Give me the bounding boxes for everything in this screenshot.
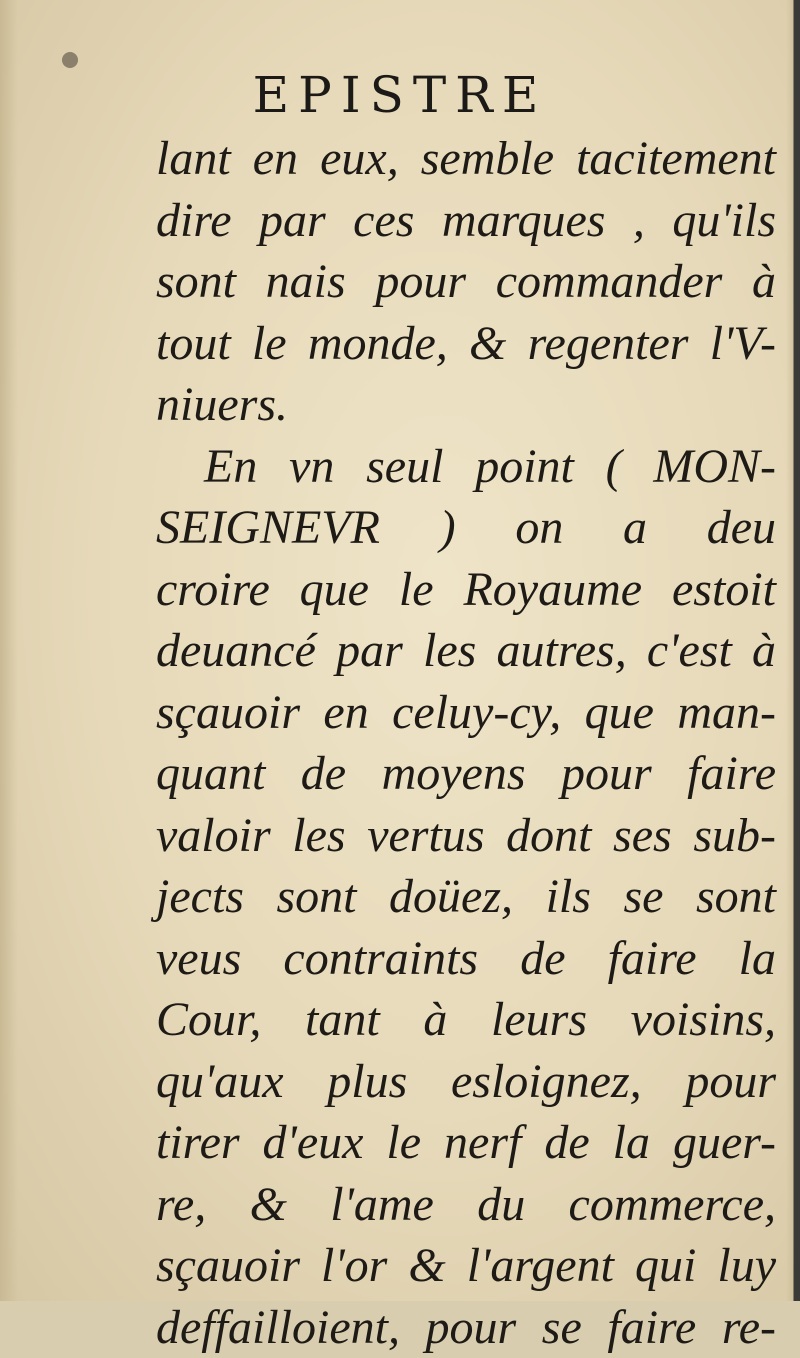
text-line: deffailloient, pour se faire re-	[156, 1297, 776, 1358]
text-line: dire par ces marques , qu'ils	[156, 190, 776, 252]
text-line: SEIGNEVR ) on a deu	[156, 497, 776, 559]
text-line: tirer d'eux le nerf de la guer-	[156, 1112, 776, 1174]
text-line: sçauoir l'or & l'argent qui luy	[156, 1235, 776, 1297]
text-line: sçauoir en celuy-cy, que man-	[156, 682, 776, 744]
text-line: deuancé par les autres, c'est à	[156, 620, 776, 682]
text-line: qu'aux plus esloignez, pour	[156, 1051, 776, 1113]
text-line: quant de moyens pour faire	[156, 743, 776, 805]
text-line: croire que le Royaume estoit	[156, 559, 776, 621]
running-head: EPISTRE	[0, 66, 800, 124]
text-line: jects sont doüez, ils se sont	[156, 866, 776, 928]
body-text	[156, 128, 776, 1358]
page-edge-right	[786, 0, 800, 1301]
text-line: lant en eux, semble tacitement	[156, 128, 776, 190]
text-line: valoir les vertus dont ses sub-	[156, 805, 776, 867]
text-line: Cour, tant à leurs voisins,	[156, 989, 776, 1051]
text-line: En vn seul point ( MON-	[156, 436, 776, 498]
text-line: tout le monde, & regenter l'V-	[156, 313, 776, 375]
text-line: veus contraints de faire la	[156, 928, 776, 990]
text-line: sont nais pour commander à	[156, 251, 776, 313]
text-line: re, & l'ame du commerce,	[156, 1174, 776, 1236]
text-line: niuers.	[156, 374, 776, 436]
page-shadow-left	[0, 0, 18, 1301]
